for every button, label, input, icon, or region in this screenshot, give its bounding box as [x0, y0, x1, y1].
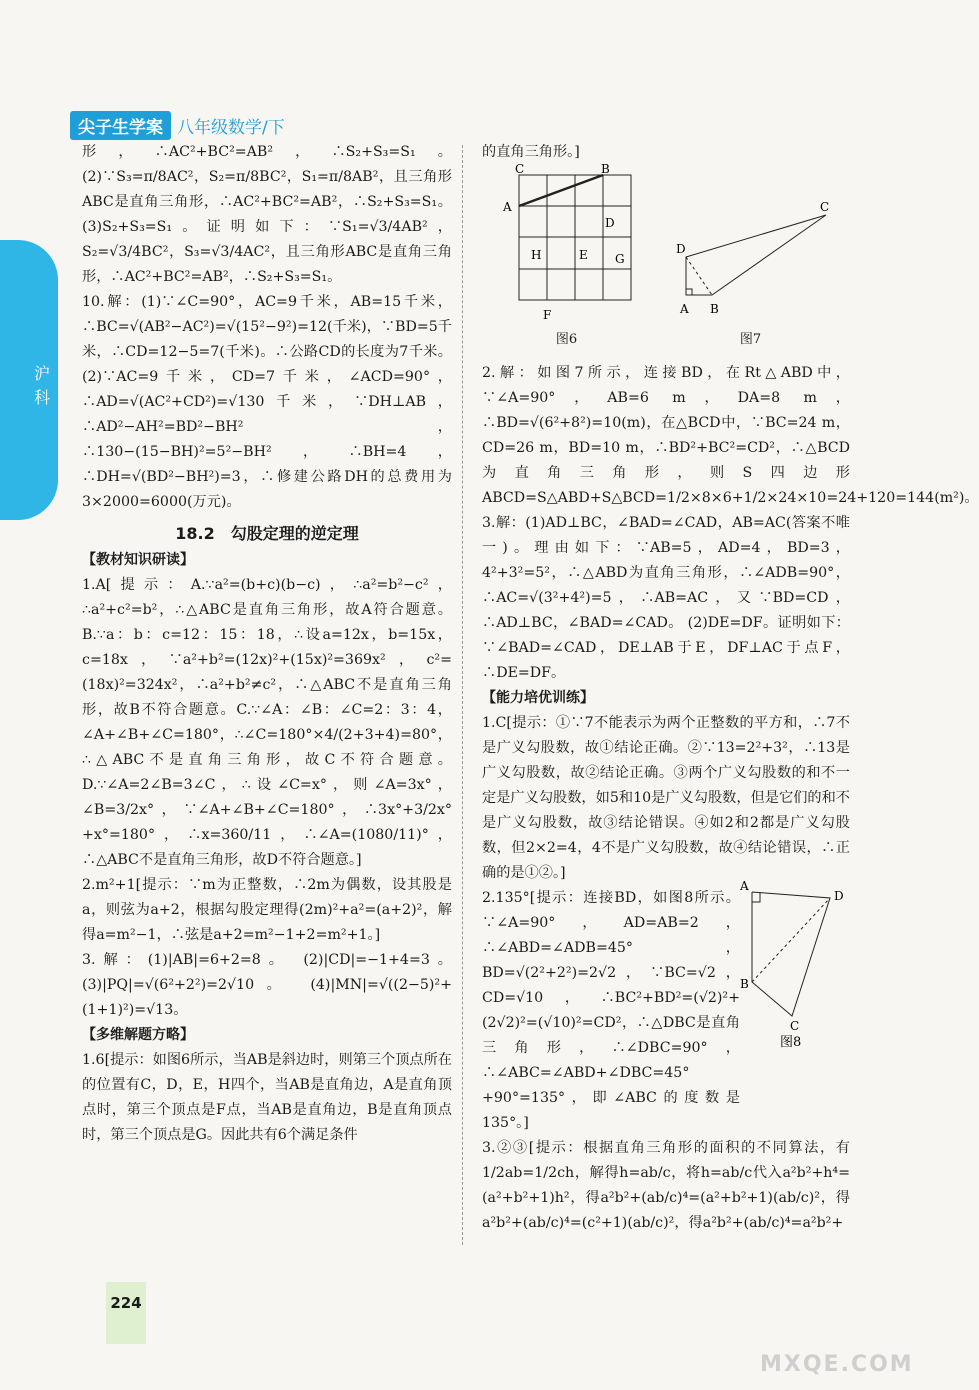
- fig6-label-a: A: [502, 200, 512, 214]
- fig8-label-c: C: [790, 1019, 800, 1033]
- page-header: [70, 112, 285, 138]
- fig6-label-d: D: [604, 216, 615, 230]
- fig6-label-f: F: [542, 308, 551, 322]
- answer-k1: 1.A[提示：A.∵a²=(b+c)(b−c)，∴a²=b²−c²，∴a²+c²=b²，∴△ABC是直角三角形，故A符合题意。B.∵a：b：c=12：15：18，∴设a=12x，b=15x，c=18x，∵a²+b²=(12x)²+(15x)²=369x²，c²=(18x)²=324x²，∴a²+b²≠c²，∴△ABC不是直角三角形，故B不符合题意。C.∵∠A：∠B：∠C=2：3：4，∠A+∠B+∠C=180°，∴∠C=180°×4/(2+3+4)=80°，∴△ABC不是直角三角形，故C不符合题意。D.∵∠A=2∠B=3∠C，∴设∠C=x°，则∠A=3x°，∠B=3/2x°，∵∠A+∠B+∠C=180°，∴3x°+3/2x°+x°=180°，∴x=360/11，∴∠A=(1080/11)°，∴△ABC不是直角三角形，故D不符合题意。]: [82, 577, 452, 868]
- fig7-label-d: D: [675, 242, 686, 256]
- answer-n1: 1.C[提示：①∵7不能表示为两个正整数的平方和，∴7不是广义勾股数，故①结论正确。②∵13=2²+3²，∴13是广义勾股数，故②结论正确。③两个广义勾股数的和不一定是广义勾股数，如5和10是广义勾股数，但是它们的和不是广义勾股数，故③结论错误。④如2和2都是广义勾股数，但2×2=4，4不是广义勾股数，故④结论错误，∴正确的是①②。]: [482, 715, 850, 881]
- fig7-label-b: B: [709, 302, 719, 316]
- figure-6-caption: 图6: [555, 332, 578, 347]
- fig8-label-a: A: [740, 879, 749, 893]
- tag-ability: 【能力培优训练】: [482, 690, 594, 706]
- answer-d1-end: 的直角三角形。]: [482, 144, 580, 160]
- answer-continuation: 形，∴AC²+BC²=AB²，∴S₂+S₃=S₁。 (2)∵S₃=π/8AC²，S₂=π/8BC²，S₁=π/8AB²，且三角形ABC是直角三角形，∴AC²+BC²=AB²，∴S₂+S₃=S₁。 (3)S₂+S₃=S₁。证明如下：∵S₁=√3/4AB²，S₂=√3/4BC²，S₃=√3/4AC²，且三角形ABC是直角三角形，∴AC²+BC²=AB²，∴S₂+S₃=S₁。: [82, 144, 452, 285]
- answer-d1: 1.6[提示：如图6所示，当AB是斜边时，则第三个顶点所在的位置有C，D，E，H四个，当AB是直角边，A是直角顶点时，第三个顶点是F点，当AB是直角边，B是直角顶点时，第三个顶点是G。因此共有6个满足条件: [82, 1052, 452, 1143]
- figure-8-graphic: [740, 878, 860, 1048]
- figure-7: [666, 167, 836, 352]
- figure-6: [497, 162, 637, 352]
- answer-n3: 3.②③[提示：根据直角三角形的面积的不同算法，有1/2ab=1/2ch，解得h=ab/c，将h=ab/c代入a²b²+h⁴=(a²+b²+1)h²，得a²b²+(ab/c)⁴=(a²+b²+1)(ab/c)²，得a²b²+(ab/c)⁴=(c²+1)(ab/c)²，得a²b²+(ab/c)⁴=a²b²+: [482, 1140, 850, 1231]
- fig6-label-b: B: [600, 162, 610, 176]
- answer-r2: 2.解：如图7所示，连接BD，在Rt△ABD中，∵∠A=90°，AB=6 m，DA=8 m，∴BD=√(6²+8²)=10(m)，在△BCD中，∵BC=24 m，CD=26 m，BD=10 m，∴BD²+BC²=CD²，∴△BCD为直角三角形，则S四边形ABCD=S△ABD+S△BCD=1/2×8×6+1/2×24×10=24+120=144(m²)。: [482, 365, 979, 506]
- section-title: 18.2 勾股定理的逆定理: [175, 524, 359, 543]
- side-label: 沪科: [34, 364, 51, 407]
- answer-k2: 2.m²+1[提示：∵m为正整数，∴2m为偶数，设其股是a，则弦为a+2，根据勾股定理得(2m)²+a²=(a+2)²，解得a=m²−1，∴弦是a+2=m²−1+2=m²+1。]: [82, 877, 452, 943]
- fig8-label-b: B: [740, 977, 749, 991]
- fig8-caption: 图8: [780, 1035, 802, 1050]
- column-divider: [462, 145, 463, 1245]
- fig7-label-c: C: [819, 200, 829, 214]
- figure-7-graphic: [666, 167, 836, 327]
- answer-n2: 2.135°[提示：连接BD，如图8所示。∵∠A=90°，AD=AB=2，∴∠ABD=∠ADB=45°，BD=√(2²+2²)=2√2，∵BC=√2，CD=√10，∴BC²+BD²=(√2)²+(2√2)²=(√10)²=CD²，∴△DBC是直角三角形，∴∠DBC=90°，∴∠ABC=∠ABD+∠DBC=45°+90°=135°，即∠ABC的度数是135°。]: [482, 890, 740, 1131]
- brand-badge: 尖子生学案: [70, 111, 171, 140]
- watermark: MXQE.COM: [760, 1352, 914, 1377]
- subject-title: 八年级数学/下: [177, 117, 285, 138]
- page-number-box: [106, 1282, 146, 1344]
- answer-10: 10.解：(1)∵∠C=90°，AC=9千米，AB=15千米，∴BC=√(AB²−AC²)=√(15²−9²)=12(千米)，∵BD=5千米，∴CD=12−5=7(千米)。∴公路CD的长度为7千米。 (2)∵AC=9千米，CD=7千米，∠ACD=90°，∴AD=√(AC²+CD²)=√130千米，∵DH⊥AB，∴AD²−AH²=BD²−BH²，∴130−(15−BH)²=5²−BH²，∴BH=4，∴DH=√(BD²−BH²)=3，∴修建公路DH的总费用为3×2000=6000(万元)。: [82, 294, 452, 510]
- answer-k3: 3.解：(1)|AB|=6+2=8。 (2)|CD|=−1+4=3。 (3)|PQ|=√(6²+2²)=2√10。 (4)|MN|=√((2−5)²+(1+1)²)=√13。: [82, 952, 452, 1018]
- fig6-label-h: H: [530, 248, 541, 262]
- left-column: [82, 140, 452, 1148]
- figure-7-caption: 图7: [739, 332, 762, 347]
- fig7-label-a: A: [679, 302, 689, 316]
- figure-6-graphic: [497, 162, 637, 327]
- figure-row: [482, 162, 850, 357]
- fig8-label-d: D: [834, 889, 844, 903]
- fig6-label-c: C: [514, 162, 524, 176]
- figure-8: [740, 878, 860, 1052]
- right-column: [482, 140, 979, 1236]
- tag-textbook: 【教材知识研读】: [82, 552, 194, 568]
- tag-methods: 【多维解题方略】: [82, 1027, 194, 1043]
- fig6-label-g: G: [614, 252, 625, 266]
- answer-r3: 3.解：(1)AD⊥BC，∠BAD=∠CAD，AB=AC(答案不唯一)。理由如下：∵AB=5，AD=4，BD=3，4²+3²=5²，∴△ABD为直角三角形，∴∠ADB=90°，∴AC=√(3²+4²)=5，∴AB=AC，又∵BD=CD，∴AD⊥BC，∠BAD=∠CAD。 (2)DE=DF。证明如下：∵∠BAD=∠CAD，DE⊥AB于E，DF⊥AC于点F，∴DE=DF。: [482, 515, 850, 681]
- page-number: 224: [110, 1294, 142, 1312]
- fig6-label-e: E: [578, 248, 588, 262]
